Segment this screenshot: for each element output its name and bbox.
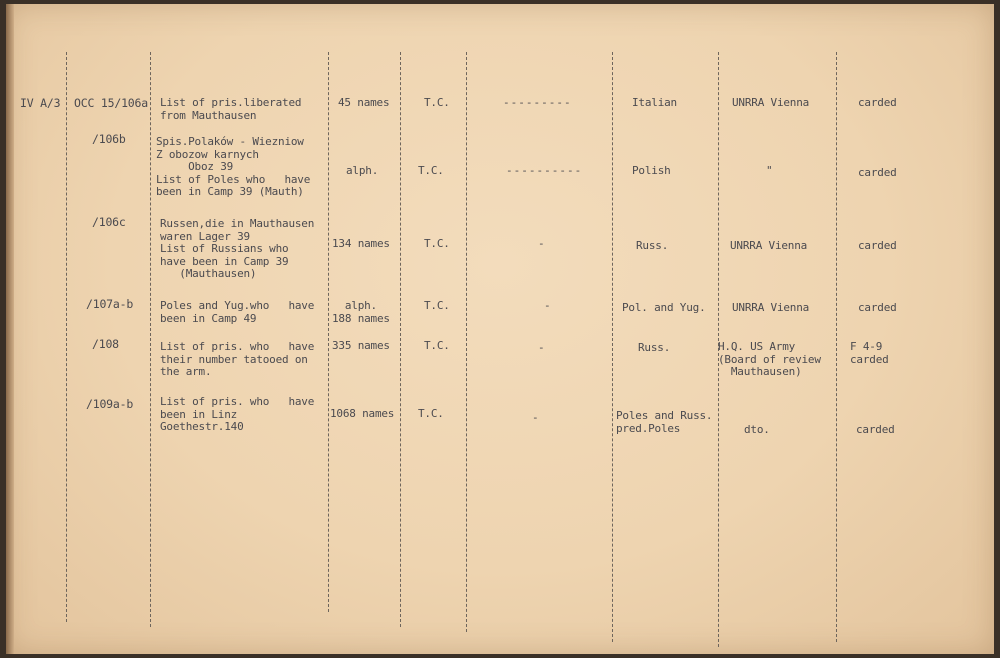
row-type: T.C. [424, 339, 450, 352]
column-divider [836, 52, 837, 642]
row-ref: /109a-b [86, 397, 134, 411]
row-remark: - [544, 299, 551, 312]
row-status: F 4-9 carded [850, 340, 889, 366]
row-type: T.C. [418, 164, 444, 177]
row-title: List of pris. who have their number tatooed on the arm. [160, 340, 315, 378]
row-ref: /108 [92, 337, 119, 351]
row-remark: - [532, 411, 539, 424]
row-remark: ---------- [506, 164, 583, 177]
row-source: H.Q. US Army (Board of review Mauthausen) [718, 340, 821, 378]
column-divider [612, 52, 613, 642]
row-count: alph. 188 names [332, 299, 390, 325]
row-title: List of pris.liberated from Mauthausen [160, 96, 302, 122]
row-count: 134 names [332, 237, 390, 250]
row-remark: - [538, 237, 545, 250]
column-divider [328, 52, 329, 612]
row-title: Spis.Polaków - Wiezniow Z obozow karnych Oboz 39 List of Poles who have been in Camp 39 (Mauth) [156, 135, 311, 198]
row-type: T.C. [424, 299, 450, 312]
row-status: carded [858, 239, 897, 252]
row-nationality: Italian [632, 96, 677, 109]
page-binding-edge [6, 4, 14, 654]
series-label: IV A/3 [20, 96, 61, 110]
row-title: Russen,die in Mauthausen waren Lager 39 List of Russians who have been in Camp 39 (Mauthausen) [160, 217, 315, 280]
column-divider [466, 52, 467, 632]
row-type: T.C. [418, 407, 444, 420]
row-ref: /107a-b [86, 297, 134, 311]
row-count: 1068 names [330, 407, 395, 420]
row-count: alph. [346, 164, 379, 177]
row-source: UNRRA Vienna [730, 239, 808, 252]
document-page [6, 4, 994, 654]
row-ref: /106c [92, 215, 126, 229]
row-status: carded [858, 96, 897, 109]
column-divider [150, 52, 151, 627]
row-status: carded [858, 166, 897, 179]
row-count: 45 names [338, 96, 390, 109]
row-nationality: Poles and Russ. pred.Poles [616, 409, 713, 435]
row-count: 335 names [332, 339, 390, 352]
row-status: carded [856, 423, 895, 436]
row-type: T.C. [424, 96, 450, 109]
row-source: dto. [744, 423, 770, 436]
row-nationality: Pol. and Yug. [622, 301, 706, 314]
row-source: UNRRA Vienna [732, 96, 810, 109]
column-divider [400, 52, 401, 627]
row-type: T.C. [424, 237, 450, 250]
row-remark: --------- [503, 96, 572, 109]
row-source: UNRRA Vienna [732, 301, 810, 314]
row-nationality: Russ. [638, 341, 671, 354]
row-nationality: Russ. [636, 239, 669, 252]
row-status: carded [858, 301, 897, 314]
row-remark: - [538, 341, 545, 354]
row-ref: /106b [92, 132, 126, 146]
row-title: List of pris. who have been in Linz Goethestr.140 [160, 395, 315, 433]
row-source: " [766, 164, 773, 177]
row-nationality: Polish [632, 164, 671, 177]
row-title: Poles and Yug.who have been in Camp 49 [160, 299, 315, 325]
column-divider [66, 52, 67, 622]
row-ref: OCC 15/106a [74, 96, 148, 110]
